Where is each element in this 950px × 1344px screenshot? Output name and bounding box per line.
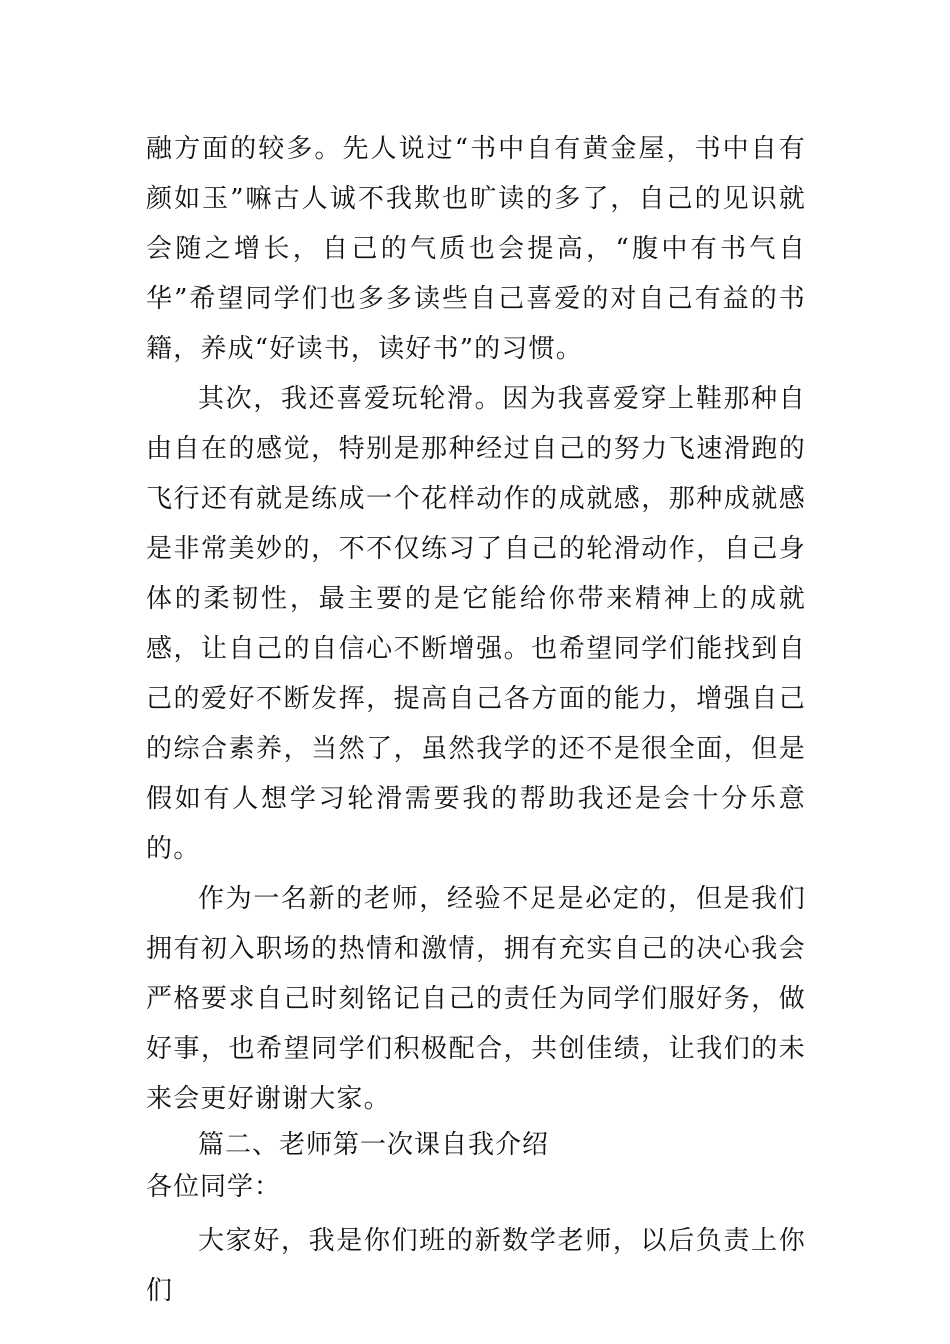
paragraph-new-teacher: 作为一名新的老师，经验不足是必定的，但是我们拥有初入职场的热情和激情，拥有充实自己的决心我会严格要求自己时刻铭记自己的责任为同学们服好务，做好事，也希望同学们积极配合，共创佳绩，让我们的未来会更好谢谢大家。 [146, 884, 806, 1114]
paragraph-reading: 融方面的较多。先人说过“书中自有黄金屋，书中自有颜如玉”嘛古人诚不我欺也旷读的多了，自己的见识就会随之增长，自己的气质也会提高，“腹中有书气自华”希望同学们也多多读些自己喜爱的对自己有益的书籍，养成“好读书，读好书”的习惯。 [146, 134, 806, 364]
paragraph-rollerskating: 其次，我还喜爱玩轮滑。因为我喜爱穿上鞋那种自由自在的感觉，特别是那种经过自己的努力飞速滑跑的飞行还有就是练成一个花样动作的成就感，那种成就感是非常美妙的，不不仅练习了自己的轮滑动作，自己身体的柔韧性，最主要的是它能给你带来精神上的成就感，让自己的自信心不断增强。也希望同学们能找到自己的爱好不断发挥，提高自己各方面的能力，增强自己的综合素养，当然了，虽然我学的还不是很全面，但是假如有人想学习轮滑需要我的帮助我还是会十分乐意的。 [146, 384, 806, 864]
document-body [146, 124, 806, 1316]
salutation: 各位同学： [146, 1172, 282, 1202]
section-heading: 篇二、老师第一次课自我介绍 [198, 1130, 550, 1160]
paragraph-greeting: 大家好，我是你们班的新数学老师，以后负责上你们 [146, 1226, 806, 1306]
